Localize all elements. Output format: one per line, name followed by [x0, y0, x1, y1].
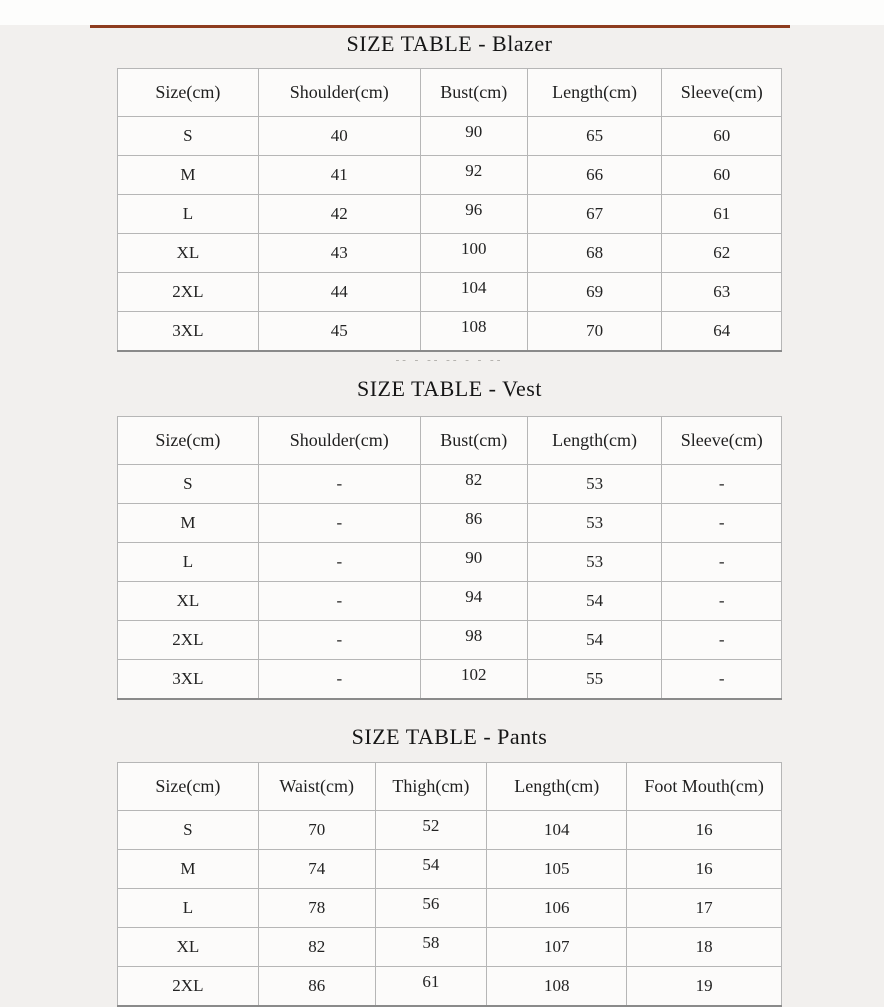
table-cell: 90 [420, 117, 527, 156]
table-cell: 98 [420, 621, 527, 660]
table-row [118, 928, 782, 967]
table-cell: 40 [258, 117, 420, 156]
table-cell: L [118, 195, 259, 234]
column-header: Waist(cm) [258, 763, 375, 811]
table-row [118, 582, 782, 621]
table-cell: - [258, 621, 420, 660]
table-cell: XL [118, 928, 259, 967]
table-cell: 54 [527, 621, 662, 660]
table-cell: - [662, 543, 782, 582]
table-cell: 41 [258, 156, 420, 195]
vest-table-wrap [117, 416, 782, 700]
table-cell: 68 [527, 234, 662, 273]
table-cell: 17 [627, 889, 782, 928]
table-row [118, 117, 782, 156]
table-cell: 42 [258, 195, 420, 234]
table-cell: - [258, 543, 420, 582]
column-header: Foot Mouth(cm) [627, 763, 782, 811]
table-cell: 2XL [118, 273, 259, 312]
table-cell: 108 [420, 312, 527, 352]
table-cell: 82 [258, 928, 375, 967]
table-cell: S [118, 465, 259, 504]
table-cell: 3XL [118, 312, 259, 352]
vest-size-table [117, 416, 782, 700]
table-cell: 86 [420, 504, 527, 543]
clipped-text-remnant: -- - -- -- - - -- [395, 354, 504, 366]
table-cell: 60 [662, 156, 782, 195]
table-row [118, 811, 782, 850]
table-cell: 16 [627, 850, 782, 889]
table-cell: XL [118, 582, 259, 621]
table-cell: 65 [527, 117, 662, 156]
table-cell: - [258, 504, 420, 543]
table-cell: 55 [527, 660, 662, 700]
table-row [118, 273, 782, 312]
column-header: Thigh(cm) [375, 763, 487, 811]
column-header: Length(cm) [527, 417, 662, 465]
table-row [118, 967, 782, 1007]
table-cell: 108 [487, 967, 627, 1007]
table-cell: 62 [662, 234, 782, 273]
table-cell: - [662, 582, 782, 621]
table-cell: 60 [662, 117, 782, 156]
table-cell: 56 [375, 889, 487, 928]
column-header: Shoulder(cm) [258, 417, 420, 465]
column-header: Bust(cm) [420, 417, 527, 465]
table-cell: M [118, 156, 259, 195]
blazer-table-title: SIZE TABLE - Blazer [346, 31, 553, 56]
header-row [118, 763, 782, 811]
column-header: Size(cm) [118, 417, 259, 465]
table-cell: 61 [375, 967, 487, 1007]
table-cell: 16 [627, 811, 782, 850]
table-cell: 44 [258, 273, 420, 312]
table-cell: 104 [487, 811, 627, 850]
table-cell: 54 [527, 582, 662, 621]
column-header: Length(cm) [527, 69, 662, 117]
blazer-table-wrap [117, 68, 782, 352]
table-cell: - [662, 465, 782, 504]
pants-table-title: SIZE TABLE - Pants [351, 724, 548, 749]
table-cell: 64 [662, 312, 782, 352]
table-cell: 54 [375, 850, 487, 889]
table-cell: 102 [420, 660, 527, 700]
table-cell: 96 [420, 195, 527, 234]
table-cell: - [662, 504, 782, 543]
table-row [118, 156, 782, 195]
header-row [118, 417, 782, 465]
table-cell: L [118, 889, 259, 928]
table-cell: S [118, 811, 259, 850]
table-cell: - [662, 621, 782, 660]
table-cell: 53 [527, 543, 662, 582]
table-cell: 69 [527, 273, 662, 312]
table-cell: 82 [420, 465, 527, 504]
table-cell: 67 [527, 195, 662, 234]
table-cell: 86 [258, 967, 375, 1007]
table-cell: 106 [487, 889, 627, 928]
table-cell: - [662, 660, 782, 700]
column-header: Length(cm) [487, 763, 627, 811]
table-cell: - [258, 582, 420, 621]
column-header: Size(cm) [118, 763, 259, 811]
table-cell: - [258, 660, 420, 700]
table-cell: 19 [627, 967, 782, 1007]
table-row [118, 465, 782, 504]
table-cell: 74 [258, 850, 375, 889]
table-cell: M [118, 850, 259, 889]
column-header: Sleeve(cm) [662, 69, 782, 117]
table-cell: 78 [258, 889, 375, 928]
table-cell: 66 [527, 156, 662, 195]
table-cell: 53 [527, 504, 662, 543]
header-row [118, 69, 782, 117]
column-header: Shoulder(cm) [258, 69, 420, 117]
blazer-size-table [117, 68, 782, 352]
table-cell: 104 [420, 273, 527, 312]
table-cell: 3XL [118, 660, 259, 700]
table-row [118, 889, 782, 928]
table-cell: S [118, 117, 259, 156]
table-cell: 70 [527, 312, 662, 352]
table-row [118, 312, 782, 352]
table-cell: 52 [375, 811, 487, 850]
table-row [118, 850, 782, 889]
table-cell: 2XL [118, 621, 259, 660]
column-header: Size(cm) [118, 69, 259, 117]
pants-size-table [117, 762, 782, 1007]
table-cell: 70 [258, 811, 375, 850]
table-row [118, 543, 782, 582]
table-cell: 53 [527, 465, 662, 504]
table-cell: 43 [258, 234, 420, 273]
table-cell: 45 [258, 312, 420, 352]
table-row [118, 504, 782, 543]
table-cell: XL [118, 234, 259, 273]
table-cell: 61 [662, 195, 782, 234]
table-cell: 94 [420, 582, 527, 621]
table-cell: 2XL [118, 967, 259, 1007]
table-cell: 107 [487, 928, 627, 967]
table-cell: - [258, 465, 420, 504]
table-cell: 58 [375, 928, 487, 967]
column-header: Sleeve(cm) [662, 417, 782, 465]
column-header: Bust(cm) [420, 69, 527, 117]
table-row [118, 195, 782, 234]
table-row [118, 660, 782, 700]
vest-table-title: SIZE TABLE - Vest [357, 376, 542, 401]
table-cell: 100 [420, 234, 527, 273]
table-cell: 92 [420, 156, 527, 195]
table-row [118, 234, 782, 273]
table-row [118, 621, 782, 660]
table-cell: 63 [662, 273, 782, 312]
table-cell: 90 [420, 543, 527, 582]
pants-table-wrap [117, 762, 782, 995]
table-cell: M [118, 504, 259, 543]
table-cell: 18 [627, 928, 782, 967]
table-cell: L [118, 543, 259, 582]
table-cell: 105 [487, 850, 627, 889]
size-chart-content [117, 0, 782, 995]
